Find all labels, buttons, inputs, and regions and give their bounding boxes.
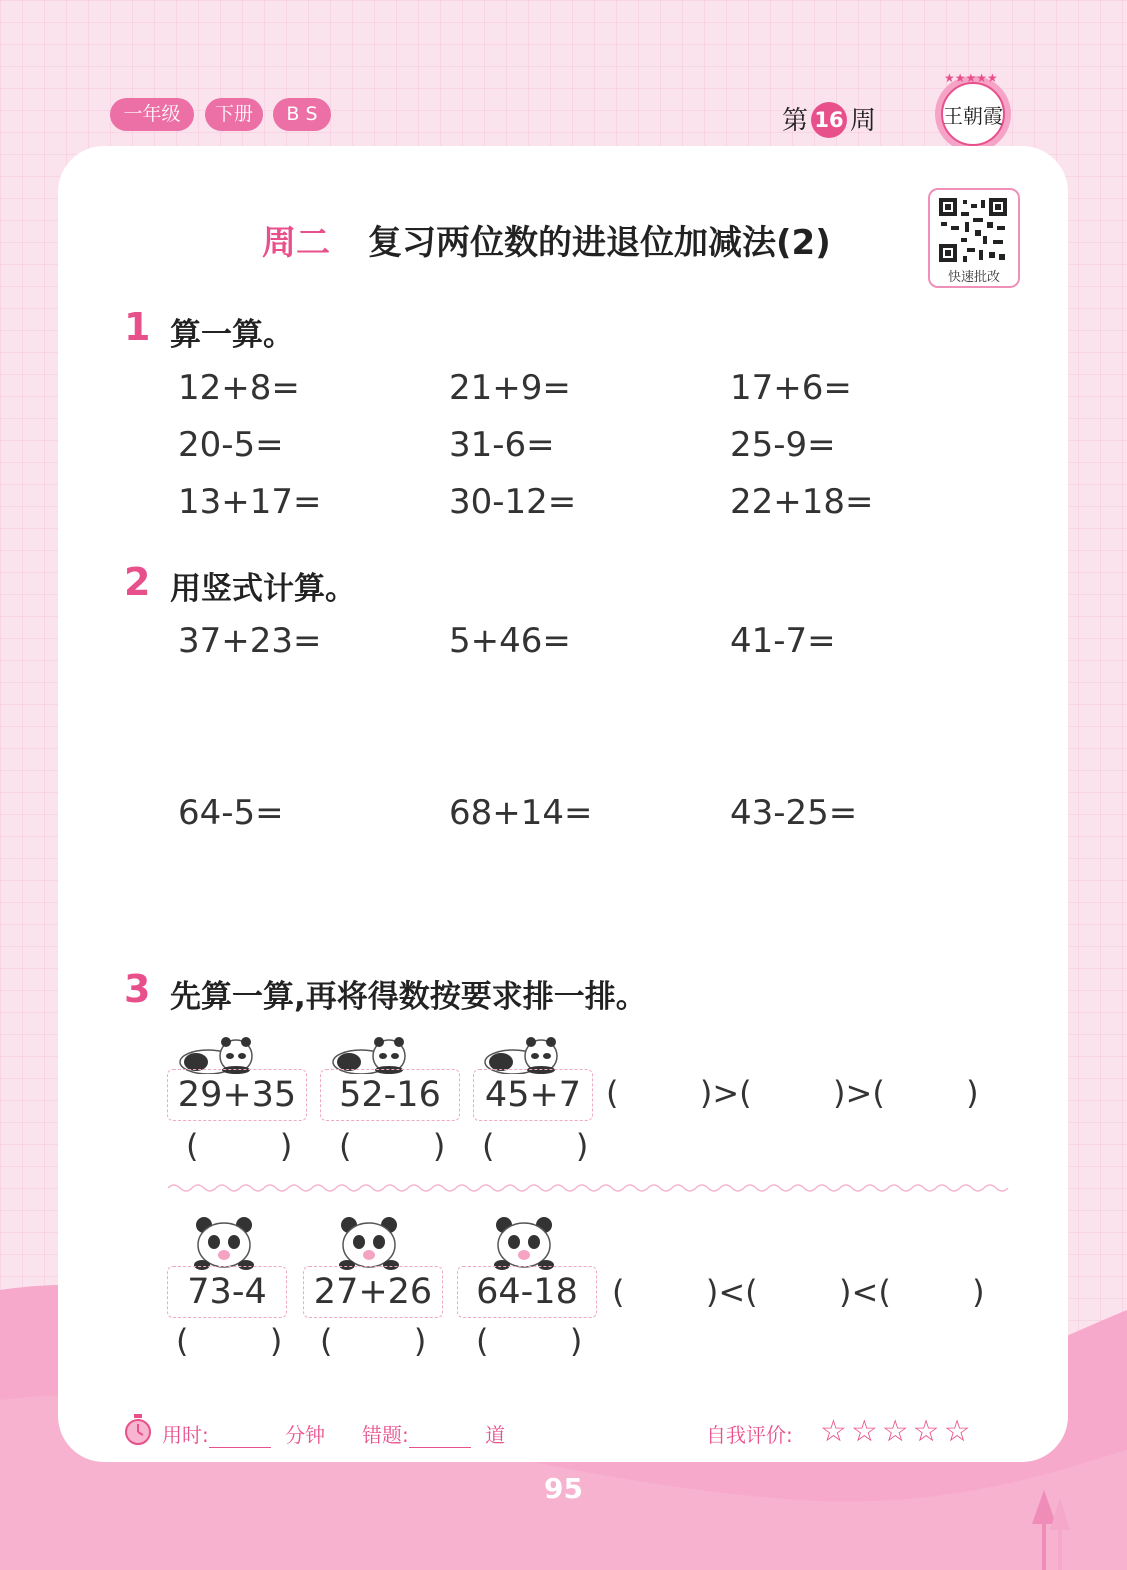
expression-box: 45+7 bbox=[473, 1069, 593, 1121]
section-1-number: 1 bbox=[124, 305, 151, 349]
section-3-title: 先算一算,再将得数按要求排一排。 bbox=[170, 979, 647, 1015]
equation: 64-5= bbox=[178, 793, 284, 833]
errors-blank[interactable] bbox=[409, 1425, 471, 1448]
errors-label: 错题: bbox=[362, 1423, 409, 1447]
errors-unit: 道 bbox=[485, 1423, 506, 1447]
grade-tag: 一年级 bbox=[110, 98, 194, 131]
svg-text:★★★★★: ★★★★★ bbox=[944, 71, 998, 85]
answer-blank[interactable]: ( ) bbox=[339, 1127, 446, 1165]
equation: 22+18= bbox=[730, 482, 874, 522]
equation: 31-6= bbox=[449, 425, 555, 465]
answer-blank[interactable]: ( ) bbox=[176, 1322, 283, 1360]
page-title bbox=[262, 215, 831, 264]
brand-logo-text: 王朝霞 bbox=[943, 104, 1003, 128]
smiling-panda-icon bbox=[192, 1215, 256, 1271]
smiling-panda-icon bbox=[492, 1215, 556, 1271]
qr-caption: 快速批改 bbox=[947, 270, 1000, 285]
time-unit: 分钟 bbox=[285, 1423, 326, 1447]
edition-tag: B S bbox=[273, 98, 331, 131]
qr-code-icon bbox=[937, 196, 1009, 264]
expression-box: 29+35 bbox=[167, 1069, 307, 1121]
qr-code[interactable] bbox=[928, 188, 1020, 288]
week-label: 第 16 周 bbox=[782, 100, 876, 140]
time-spent-field[interactable] bbox=[162, 1419, 325, 1448]
section-2-title: 用竖式计算。 bbox=[170, 571, 356, 607]
expression-box: 73-4 bbox=[167, 1266, 287, 1318]
answer-blank[interactable]: ( ) bbox=[482, 1127, 589, 1165]
equation: 17+6= bbox=[730, 368, 852, 408]
week-number-badge: 16 bbox=[811, 102, 847, 138]
errors-field[interactable] bbox=[362, 1419, 505, 1448]
equation: 43-25= bbox=[730, 793, 858, 833]
expression-box: 52-16 bbox=[320, 1069, 460, 1121]
volume-tag: 下册 bbox=[205, 98, 263, 131]
equation: 30-12= bbox=[449, 482, 577, 522]
ordering-blanks-ascending[interactable]: ( )<( )<( ) bbox=[612, 1273, 985, 1311]
equation: 25-9= bbox=[730, 425, 836, 465]
time-label: 用时: bbox=[162, 1423, 209, 1447]
stopwatch-icon bbox=[124, 1414, 152, 1446]
answer-blank[interactable]: ( ) bbox=[320, 1322, 427, 1360]
equation: 41-7= bbox=[730, 621, 836, 661]
equation: 68+14= bbox=[449, 793, 593, 833]
sleeping-panda-icon bbox=[178, 1032, 260, 1074]
answer-blank[interactable]: ( ) bbox=[186, 1127, 293, 1165]
expression-box: 64-18 bbox=[457, 1266, 597, 1318]
wavy-divider bbox=[168, 1182, 1011, 1194]
expression-box: 27+26 bbox=[303, 1266, 443, 1318]
equation: 21+9= bbox=[449, 368, 571, 408]
smiling-panda-icon bbox=[337, 1215, 401, 1271]
weekday-label: 周二 bbox=[262, 223, 330, 263]
section-1-title: 算一算。 bbox=[170, 317, 294, 353]
self-eval-label: 自我评价: bbox=[706, 1423, 793, 1447]
sleeping-panda-icon bbox=[483, 1032, 565, 1074]
rating-stars[interactable]: ☆☆☆☆☆ bbox=[820, 1414, 975, 1449]
equation: 37+23= bbox=[178, 621, 322, 661]
time-blank[interactable] bbox=[209, 1425, 271, 1448]
equation: 5+46= bbox=[449, 621, 571, 661]
equation: 20-5= bbox=[178, 425, 284, 465]
lesson-title: 复习两位数的进退位加减法(2) bbox=[368, 223, 831, 263]
answer-blank[interactable]: ( ) bbox=[476, 1322, 583, 1360]
equation: 13+17= bbox=[178, 482, 322, 522]
section-2-number: 2 bbox=[124, 560, 151, 604]
sleeping-panda-icon bbox=[331, 1032, 413, 1074]
section-3-number: 3 bbox=[124, 967, 151, 1011]
page-number: 95 bbox=[544, 1472, 583, 1505]
equation: 12+8= bbox=[178, 368, 300, 408]
decorative-arrow-icon bbox=[1030, 1490, 1074, 1570]
ordering-blanks-descending[interactable]: ( )>( )>( ) bbox=[606, 1074, 979, 1112]
